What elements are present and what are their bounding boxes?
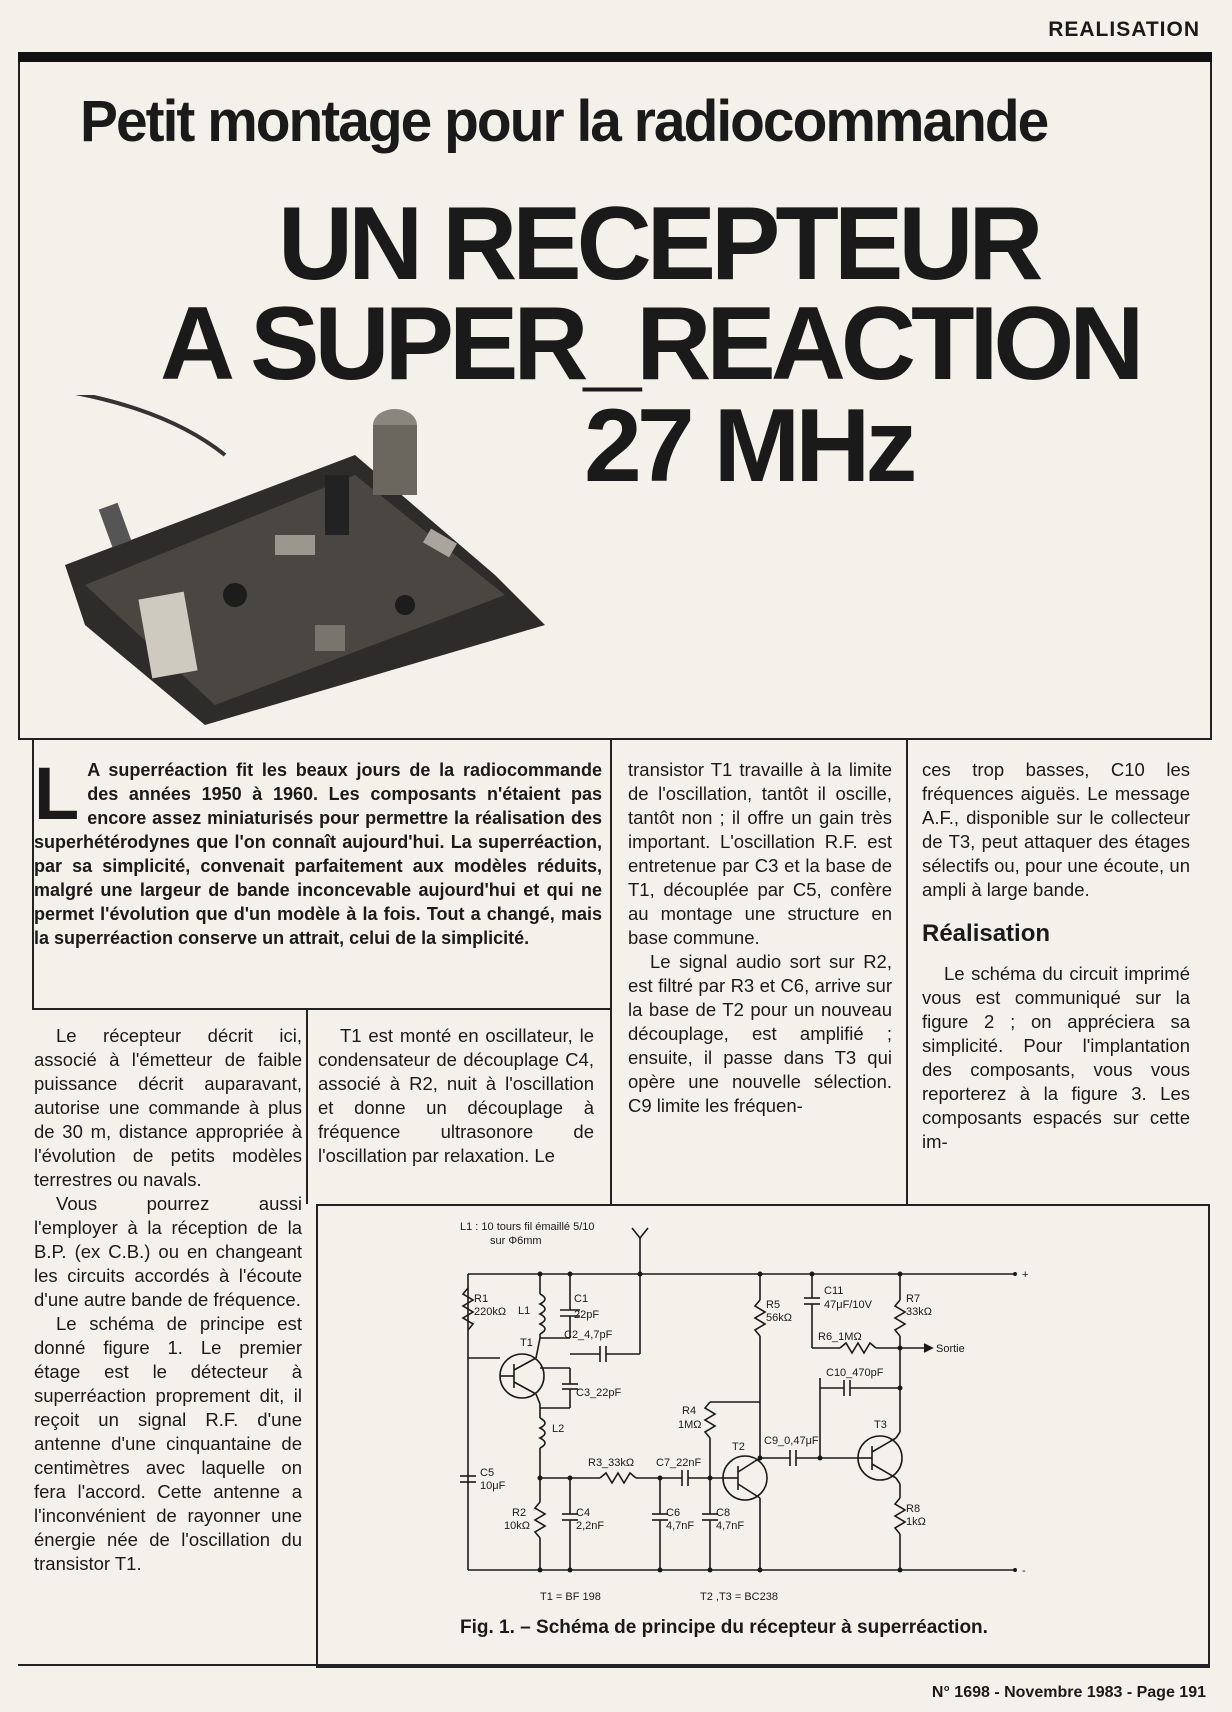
r8-value: 1kΩ [906, 1516, 926, 1528]
r1-label: R1 [474, 1293, 489, 1305]
c9-label: C9_0,47μF [764, 1435, 819, 1447]
c11-label: C11 [824, 1285, 844, 1297]
headline-line-1: UN RECEPTEUR [278, 186, 1039, 302]
paragraph: Le schéma de principe est donné figure 1. Le premier étage est le détecteur à superréaction proprement dit, il reçoit un signal R.F. d'une antenne d'une cinquantaine de centimètres avec laquelle on fera l'accord. Cette antenne a l'inconvénient de rayonner une énergie née de l'oscillation du transistor T1. [34, 1313, 302, 1574]
section-heading: Réalisation [922, 920, 1051, 947]
sortie-label: Sortie [936, 1343, 965, 1355]
r3-label: R3_33kΩ [588, 1457, 635, 1469]
c4-value: 2,2nF [576, 1520, 605, 1532]
l1-note: L1 : 10 tours fil émaillé 5/10 [460, 1221, 595, 1233]
t3-label: T3 [874, 1419, 887, 1431]
intro-paragraph [34, 752, 602, 950]
c3-label: C3_22pF [576, 1387, 622, 1399]
c6-value: 4,7nF [666, 1520, 695, 1532]
c5-value: 10μF [480, 1480, 506, 1492]
page-footer: N° 1698 - Novembre 1983 - Page 191 [931, 1684, 1206, 1701]
column-3 [628, 758, 892, 1118]
top-rule [18, 52, 1212, 62]
dropcap: L [34, 752, 80, 835]
headline-line-2: A SUPER_REACTION [160, 286, 1140, 402]
c1-label: C1 [574, 1293, 589, 1305]
paragraph: Le schéma du circuit imprimé vous est communiqué sur la figure 2 ; on appréciera sa simplicité. Pour l'implantation des composants, vous vous reporterez à la figure 3. Les composants espacés sur cette im- [922, 963, 1190, 1152]
paragraph: Vous pourrez aussi l'employer à la réception de la B.P. (ex C.B.) ou en changeant les circuits accordés à l'écoute d'une autre bande de fréquence. [34, 1193, 302, 1310]
r1-value: 220kΩ [474, 1306, 507, 1318]
plus-label: + [1022, 1269, 1029, 1281]
circuit-board-photo [25, 395, 605, 735]
l1-label: L1 [518, 1305, 531, 1317]
c4-label: C4 [576, 1507, 591, 1519]
r5-value: 56kΩ [766, 1312, 792, 1324]
column-rule [906, 738, 908, 1204]
headline-line-3: 27 MHz [584, 388, 913, 504]
r8-label: R8 [906, 1503, 921, 1515]
t1-label: T1 [520, 1337, 533, 1349]
figure-caption: Fig. 1. – Schéma de principe du récepteur à superréaction. [460, 1617, 988, 1638]
paragraph: Le récepteur décrit ici, associé à l'émetteur de faible puissance décrit auparavant, autorise une commande à plus de 30 m, distance appropriée à l'évolution de petits modèles terrestres ou navals. [34, 1025, 302, 1190]
column-4 [922, 758, 1190, 1154]
intro-text: A superréaction fit les beaux jours de la radiocommande des années 1950 à 1960. Les composants n'étaient pas encore assez miniaturisés pour permettre la réalisation des superhétérodynes que l'on connaît aujourd'hui. La superréaction, par sa simplicité, convenait parfaitement aux modèles réduits, malgré une largeur de bande inconcevable aujourd'hui et qui ne permet l'évolution que d'un modèle à la fois. Tout a changé, mais la superréaction conserve un attrait, celui de la simplicité. [34, 760, 602, 948]
c7-label: C7_22nF [656, 1457, 702, 1469]
paragraph: transistor T1 travaille à la limite de l'oscillation, tantôt il oscille, tantôt non ; il offre un gain très important. L'oscillation R.F. est entretenue par C3 et la base de T1, découplée par C5, confère au montage une structure en base commune. [628, 759, 892, 948]
t2-t3-type: T2 ,T3 = BC238 [700, 1591, 778, 1603]
r2-label: R2 [512, 1507, 527, 1519]
r7-value: 33kΩ [906, 1306, 932, 1318]
c5-label: C5 [480, 1467, 495, 1479]
c2-label: C2_4,7pF [564, 1329, 613, 1341]
circuit-schematic [460, 1218, 1060, 1618]
column-2 [318, 1024, 594, 1168]
paragraph: Le signal audio sort sur R2, est filtré par R3 et C6, arrive sur la base de T2 pour un nouveau découplage, est amplifié ; ensuite, il passe dans T3 qui opère une nouvelle sélection. C9 limite les fréquen- [628, 951, 892, 1116]
bottom-rule [18, 1664, 1208, 1666]
t1-type: T1 = BF 198 [540, 1591, 601, 1603]
r4-value: 1MΩ [678, 1419, 702, 1431]
t2-label: T2 [732, 1441, 745, 1453]
c6-label: C6 [666, 1507, 681, 1519]
section-label: REALISATION [1048, 18, 1200, 41]
r7-label: R7 [906, 1293, 921, 1305]
r2-value: 10kΩ [504, 1520, 530, 1532]
c1-value: 22pF [574, 1309, 600, 1321]
c10-label: C10_470pF [826, 1367, 884, 1379]
l1-note-2: sur Φ6mm [490, 1235, 542, 1247]
r6-label: R6_1MΩ [818, 1331, 862, 1343]
c11-value: 47μF/10V [824, 1299, 872, 1311]
column-rule [306, 1010, 308, 1204]
l2-label: L2 [552, 1423, 565, 1435]
kicker: Petit montage pour la radiocommande [80, 89, 1048, 154]
paragraph: T1 est monté en oscillateur, le condensateur de découplage C4, associé à R2, nuit à l'oscillation et donne un découplage à fréquence ultrasonore de l'oscillation par relaxation. Le [318, 1025, 594, 1166]
column-rule [610, 738, 612, 1204]
paragraph: ces trop basses, C10 les fréquences aiguës. Le message A.F., disponible sur le collecteur de T3, peut attaquer des étages sélectifs ou, pour une écoute, un ampli à large bande. [922, 759, 1190, 900]
r4-label: R4 [682, 1405, 697, 1417]
c8-label: C8 [716, 1507, 731, 1519]
minus-label: - [1022, 1565, 1026, 1577]
c8-value: 4,7nF [716, 1520, 745, 1532]
r5-label: R5 [766, 1299, 781, 1311]
column-1 [34, 1024, 302, 1576]
